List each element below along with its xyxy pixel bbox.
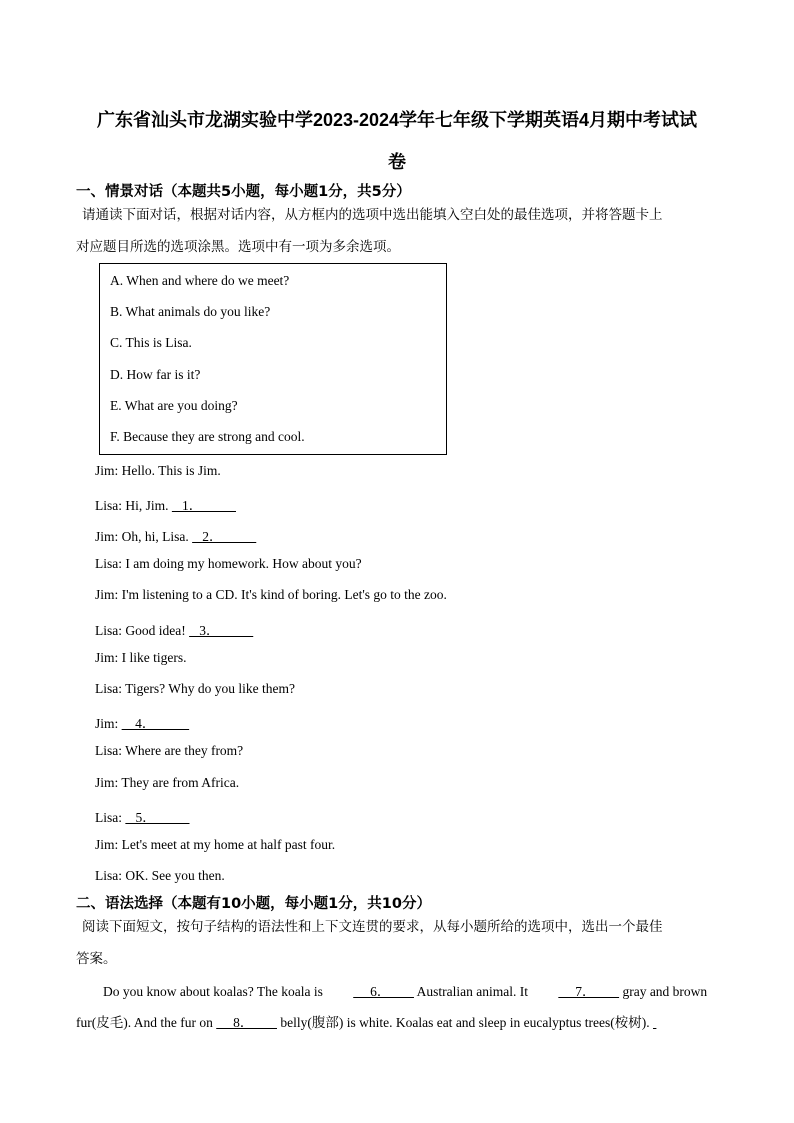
dialogue-line (95, 837, 335, 853)
passage-text: belly(腹部) is white. Koalas eat and sleep in eucalyptus trees(桉树). (276, 1015, 654, 1030)
dialogue-line (95, 556, 362, 572)
dialogue-text: Jim: Let's meet at my home at half past four. (95, 837, 336, 852)
instruction-line: 阅读下面短文，按句子结构的语法性和上下文连贯的要求，从每小题所给的选项中，选出一个最佳 (82, 919, 663, 935)
passage-line (76, 976, 718, 1007)
dialogue-line (95, 463, 221, 479)
dialogue-text: Jim: Hello. This is Jim. (95, 463, 221, 478)
passage-text: fur(皮毛). And the fur on (76, 1015, 217, 1030)
answer-blank-7: 7． (558, 984, 620, 999)
section-1-heading: 一、情景对话（本题共5小题，每小题1分，共5分） (76, 184, 411, 200)
dialogue-line (95, 494, 236, 514)
options-box (99, 263, 447, 455)
section-2-heading: 二、语法选择（本题有10小题，每小题1分，共10分） (76, 896, 431, 912)
dialogue-text: Lisa: Hi, Jim. (95, 498, 172, 513)
dialogue-line (95, 650, 187, 666)
answer-blank-3: 3． (189, 623, 254, 638)
dialogue-line (95, 806, 190, 826)
option-d: D. How far is it? (110, 367, 201, 382)
dialogue-text: Lisa: I am doing my homework. How about you? (95, 556, 362, 571)
reading-passage (76, 976, 718, 1038)
option-e: E. What are you doing? (110, 398, 238, 413)
dialogue-text: Jim: They are from Africa. (95, 775, 240, 790)
answer-blank-6: 6． (353, 984, 414, 999)
option-c: C. This is Lisa. (110, 335, 192, 350)
dialogue-text: Jim: (95, 716, 122, 731)
dialogue-text: Jim: I like tigers. (95, 650, 187, 665)
answer-blank-8: 8． (216, 1015, 277, 1030)
answer-blank-4: 4． (121, 716, 190, 731)
dialogue-text: Lisa: OK. See you then. (95, 868, 225, 883)
passage-text: gray and brown (619, 984, 708, 999)
passage-text: Australian animal. It (413, 984, 532, 999)
dialogue-text: Jim: I'm listening to a CD. It's kind of boring. Let's go to the zoo. (95, 587, 447, 602)
option-a: A. When and where do we meet? (110, 273, 290, 288)
exam-title-continued: 卷 (388, 152, 406, 172)
passage-line (76, 1007, 718, 1038)
section-2-instruction (76, 911, 718, 975)
dialogue-line (95, 681, 295, 697)
instruction-line: 对应题目所选的选项涂黑。选项中有一项为多余选项。 (76, 239, 400, 255)
dialogue-line (95, 587, 447, 603)
exam-title: 广东省汕头市龙湖实验中学2023-2024学年七年级下学期英语4月期中考试试 (96, 110, 698, 130)
dialogue-line (95, 868, 225, 884)
dialogue-line (95, 619, 253, 639)
dialogue-line (95, 712, 189, 732)
answer-blank-2: 2． (192, 529, 257, 544)
dialogue-text: Lisa: Tigers? Why do you like them? (95, 681, 295, 696)
dialogue-line (95, 743, 243, 759)
dialogue-text: Jim: Oh, hi, Lisa. (95, 529, 193, 544)
dialogue-line (95, 525, 256, 545)
dialogue-line (95, 775, 239, 791)
dialogue-text: Lisa: Good idea! (95, 623, 190, 638)
section-1-instruction (76, 199, 718, 263)
answer-blank-1: 1． (171, 498, 236, 513)
answer-blank-5: 5． (125, 810, 190, 825)
instruction-line: 答案。 (76, 951, 117, 967)
passage-text: Do you know about koalas? The koala is (103, 984, 327, 999)
option-b: B. What animals do you like? (110, 304, 271, 319)
answer-blank-9 (653, 1007, 656, 1038)
option-f: F. Because they are strong and cool. (110, 429, 305, 444)
dialogue-text: Lisa: (95, 810, 126, 825)
instruction-line: 请通读下面对话，根据对话内容，从方框内的选项中选出能填入空白处的最佳选项，并将答题卡上 (82, 207, 663, 223)
dialogue-text: Lisa: Where are they from? (95, 743, 244, 758)
